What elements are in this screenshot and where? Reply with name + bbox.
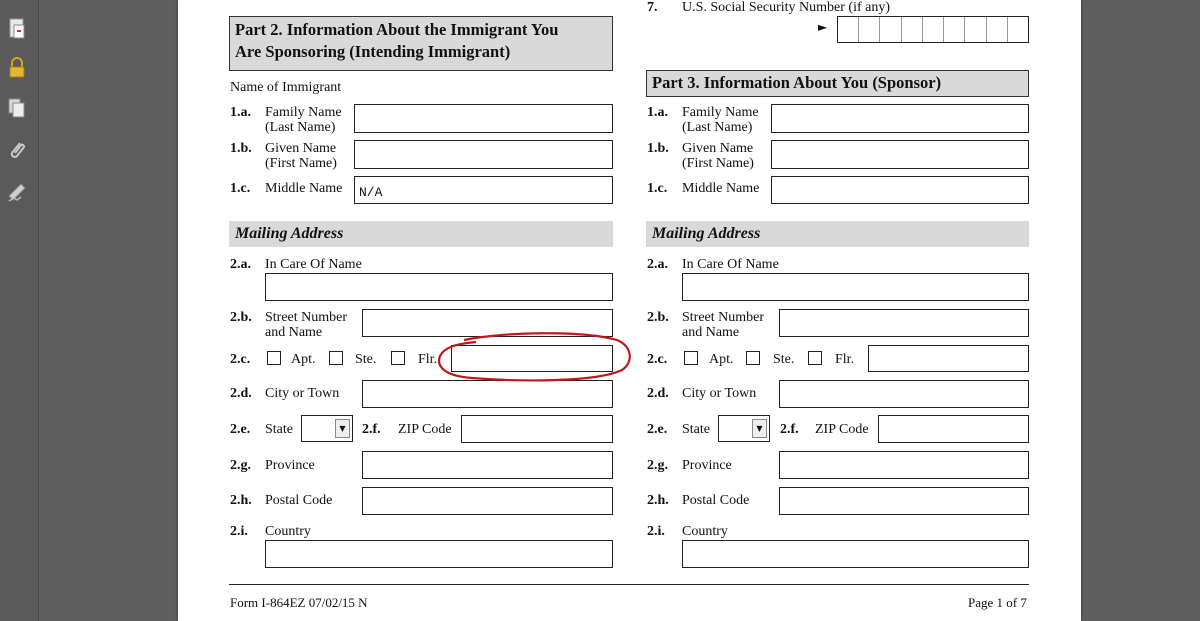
- name-of-immigrant-caption: Name of Immigrant: [230, 80, 342, 95]
- p2-apt-num: 2.c.: [230, 352, 251, 367]
- p3-apt-checkbox[interactable]: [684, 351, 698, 365]
- ssn-num: 7.: [647, 0, 658, 15]
- p3-family-num: 1.a.: [647, 105, 668, 120]
- p2-street-num: 2.b.: [230, 310, 252, 325]
- p3-province-label: Province: [682, 458, 732, 473]
- p3-postal-num: 2.h.: [647, 493, 669, 508]
- p3-middle-name-input[interactable]: [771, 176, 1029, 204]
- p3-city-label: City or Town: [682, 386, 757, 401]
- p3-postal-input[interactable]: [779, 487, 1029, 515]
- p3-ste-checkbox[interactable]: [746, 351, 760, 365]
- p2-middle-label: Middle Name: [265, 181, 343, 196]
- p2-postal-input[interactable]: [362, 487, 613, 515]
- p3-given-label: Given Name (First Name): [682, 141, 754, 171]
- p2-city-num: 2.d.: [230, 386, 252, 401]
- p2-city-label: City or Town: [265, 386, 340, 401]
- p3-state-select[interactable]: [718, 415, 770, 442]
- red-annotation-circle: [432, 330, 634, 386]
- p3-zip-input[interactable]: [878, 415, 1029, 443]
- p3-city-input[interactable]: [779, 380, 1029, 408]
- p2-state-select[interactable]: [301, 415, 353, 442]
- tool-sidebar: [0, 0, 39, 621]
- p2-zip-input[interactable]: [461, 415, 613, 443]
- p3-street-input[interactable]: [779, 309, 1029, 337]
- part2-header: [229, 16, 613, 71]
- p2-middle-value: N/A: [359, 185, 383, 200]
- p3-flr-label: Flr.: [835, 352, 855, 367]
- signature-icon[interactable]: [5, 180, 29, 204]
- p2-country-label: Country: [265, 524, 311, 539]
- footer-page-number: Page 1 of 7: [968, 595, 1027, 610]
- p3-mailing-heading: Mailing Address: [646, 221, 1029, 247]
- p3-country-input[interactable]: [682, 540, 1029, 568]
- p3-middle-label: Middle Name: [682, 181, 760, 196]
- p3-apt-number-input[interactable]: [868, 345, 1029, 372]
- p2-careof-label: In Care Of Name: [265, 257, 362, 272]
- p3-city-num: 2.d.: [647, 386, 669, 401]
- ssn-label: U.S. Social Security Number (if any): [682, 0, 891, 15]
- p2-mailing-heading: Mailing Address: [229, 221, 613, 247]
- p2-flr-label: Flr.: [418, 352, 438, 367]
- p3-state-num: 2.e.: [647, 422, 668, 437]
- footer-divider: [229, 584, 1029, 585]
- p2-province-input[interactable]: [362, 451, 613, 479]
- part3-header: [646, 70, 1029, 97]
- pdf-page: [178, 0, 1081, 621]
- p2-country-num: 2.i.: [230, 524, 248, 539]
- p2-ste-label: Ste.: [355, 352, 377, 367]
- p3-province-input[interactable]: [779, 451, 1029, 479]
- p3-careof-num: 2.a.: [647, 257, 668, 272]
- p2-family-name-input[interactable]: [354, 104, 613, 133]
- lock-icon[interactable]: [5, 56, 29, 80]
- p3-apt-num: 2.c.: [647, 352, 668, 367]
- p3-careof-input[interactable]: [682, 273, 1029, 301]
- p2-state-label: State: [265, 422, 293, 437]
- footer-form-id: Form I-864EZ 07/02/15 N: [230, 595, 368, 610]
- p3-apt-label: Apt.: [709, 352, 734, 367]
- p2-careof-num: 2.a.: [230, 257, 251, 272]
- p3-street-label: Street Number and Name: [682, 310, 765, 340]
- p3-street-num: 2.b.: [647, 310, 669, 325]
- p2-given-num: 1.b.: [230, 141, 252, 156]
- p2-family-label: Family Name (Last Name): [265, 105, 342, 135]
- p2-apt-label: Apt.: [291, 352, 316, 367]
- p2-street-label: Street Number and Name: [265, 310, 348, 340]
- part2-title-line2: Are Sponsoring (Intending Immigrant): [235, 42, 511, 61]
- p2-zip-num: 2.f.: [362, 422, 381, 437]
- p2-province-num: 2.g.: [230, 458, 251, 473]
- p2-apt-checkbox[interactable]: [267, 351, 281, 365]
- p3-flr-checkbox[interactable]: [808, 351, 822, 365]
- part3-title: Part 3. Information About You (Sponsor): [652, 73, 942, 92]
- p3-country-label: Country: [682, 524, 728, 539]
- p3-given-name-input[interactable]: [771, 140, 1029, 169]
- p3-family-label: Family Name (Last Name): [682, 105, 759, 135]
- p2-careof-input[interactable]: [265, 273, 613, 301]
- p3-zip-label: ZIP Code: [815, 422, 869, 437]
- attachment-icon[interactable]: [5, 138, 29, 162]
- p3-country-num: 2.i.: [647, 524, 665, 539]
- p3-postal-label: Postal Code: [682, 493, 750, 508]
- p3-family-name-input[interactable]: [771, 104, 1029, 133]
- layers-icon[interactable]: [5, 96, 29, 120]
- p2-postal-num: 2.h.: [230, 493, 252, 508]
- ssn-arrow-icon: ►: [818, 20, 828, 34]
- p3-ste-label: Ste.: [773, 352, 795, 367]
- p3-state-label: State: [682, 422, 710, 437]
- p2-zip-label: ZIP Code: [398, 422, 452, 437]
- chevron-down-icon[interactable]: ▼: [335, 419, 350, 438]
- p2-state-num: 2.e.: [230, 422, 251, 437]
- p3-zip-num: 2.f.: [780, 422, 799, 437]
- p2-given-name-input[interactable]: [354, 140, 613, 169]
- p2-ste-checkbox[interactable]: [329, 351, 343, 365]
- p2-country-input[interactable]: [265, 540, 613, 568]
- p3-given-num: 1.b.: [647, 141, 669, 156]
- p3-careof-label: In Care Of Name: [682, 257, 779, 272]
- p2-family-num: 1.a.: [230, 105, 251, 120]
- ssn-input[interactable]: [837, 16, 1029, 43]
- p2-province-label: Province: [265, 458, 315, 473]
- part2-title-line1: Part 2. Information About the Immigrant You: [235, 20, 559, 39]
- p2-postal-label: Postal Code: [265, 493, 333, 508]
- p3-province-num: 2.g.: [647, 458, 668, 473]
- p2-flr-checkbox[interactable]: [391, 351, 405, 365]
- chevron-down-icon[interactable]: ▼: [752, 419, 767, 438]
- p2-given-label: Given Name (First Name): [265, 141, 337, 171]
- pages-icon[interactable]: [5, 17, 29, 41]
- p2-middle-name-input[interactable]: [354, 176, 613, 204]
- p2-middle-num: 1.c.: [230, 181, 251, 196]
- p3-middle-num: 1.c.: [647, 181, 668, 196]
